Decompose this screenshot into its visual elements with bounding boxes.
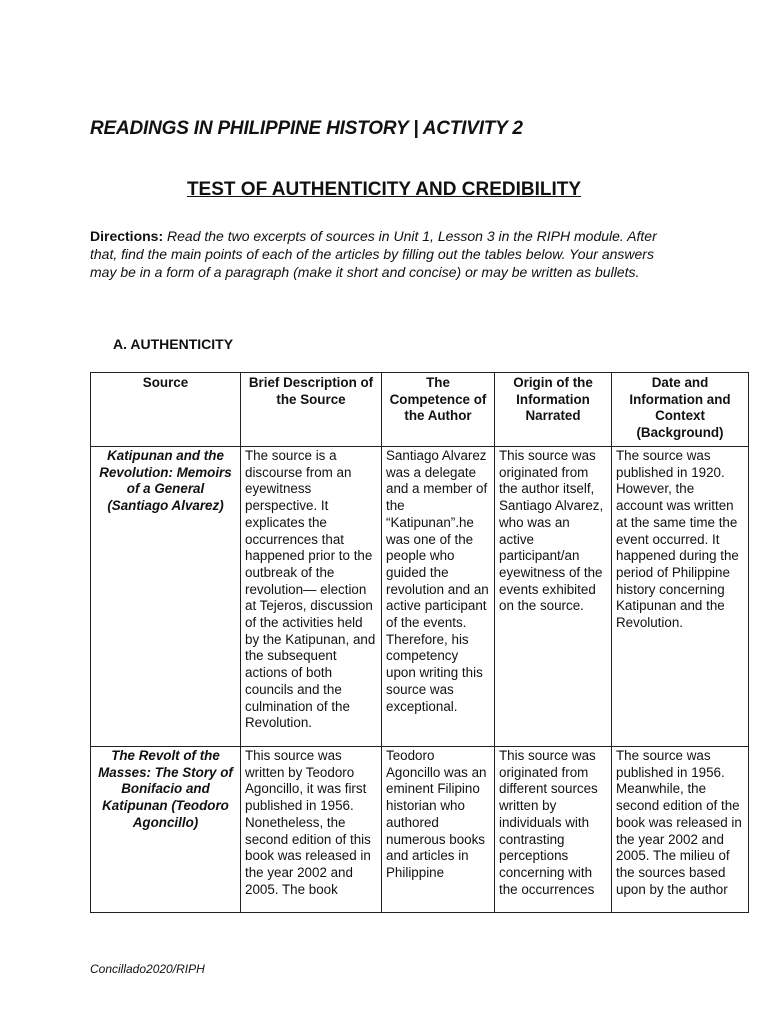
header-context: Date and Information and Context (Background) xyxy=(612,373,749,447)
cell-competence: Teodoro Agoncillo was an eminent Filipino historian who authored numerous books and articles in Philippine xyxy=(382,747,495,913)
section-heading-authenticity: A. AUTHENTICITY xyxy=(113,336,234,352)
cell-origin: This source was originated from the author itself, Santiago Alvarez, who was an active participant/an eyewitness of the events exhibited on the source. xyxy=(495,447,612,747)
page-title: TEST OF AUTHENTICITY AND CREDIBILITY xyxy=(186,179,582,200)
header-source: Source xyxy=(91,373,241,447)
directions-label: Directions: xyxy=(90,228,164,244)
cell-context: The source was published in 1956. Meanwhile, the second edition of the book was released in the year 2002 and 2005. The milieu of the sources based upon by the author xyxy=(612,747,749,913)
cell-description: The source is a discourse from an eyewitness perspective. It explicates the occurrences that happened prior to the outbreak of the revolution— election at Tejeros, discussion of the activities held by the Katipunan, and the subsequent actions of both councils and the culmination of the Revolution. xyxy=(241,447,382,747)
cell-competence: Santiago Alvarez was a delegate and a member of the “Katipunan”.he was one of the people who guided the revolution and an active participant of the events. Therefore, his competency upon writing this source was exceptional. xyxy=(382,447,495,747)
cell-source: The Revolt of the Masses: The Story of Bonifacio and Katipunan (Teodoro Agoncillo) xyxy=(91,747,241,913)
authenticity-table xyxy=(90,372,749,913)
header-description: Brief Description of the Source xyxy=(241,373,382,447)
header-origin: Origin of the Information Narrated xyxy=(495,373,612,447)
header-competence: The Competence of the Author xyxy=(382,373,495,447)
cell-description: This source was written by Teodoro Agoncillo, it was first published in 1956. Nonetheless, the second edition of this book was released in the year 2002 and 2005. The book xyxy=(241,747,382,913)
cell-source: Katipunan and the Revolution: Memoirs of a General (Santiago Alvarez) xyxy=(91,447,241,747)
page-footer: Concillado2020/RIPH xyxy=(90,962,205,976)
directions-text: Read the two excerpts of sources in Unit 1, Lesson 3 in the RIPH module. After that, find the main points of each of the articles by filling out the tables below. Your answers may be in a form of a paragraph (make it short and concise) or may be written as bullets. xyxy=(90,228,657,280)
table-header-row xyxy=(91,373,749,447)
table-row xyxy=(91,447,749,747)
directions-paragraph xyxy=(90,227,680,281)
activity-title: READINGS IN PHILIPPINE HISTORY | ACTIVITY 2 xyxy=(90,118,523,139)
cell-context: The source was published in 1920. However, the account was written at the same time the event occurred. It happened during the period of Philippine history concerning Katipunan and the Revolution. xyxy=(612,447,749,747)
cell-origin: This source was originated from different sources written by individuals with contrasting perceptions concerning with the occurrences xyxy=(495,747,612,913)
table-row xyxy=(91,747,749,913)
